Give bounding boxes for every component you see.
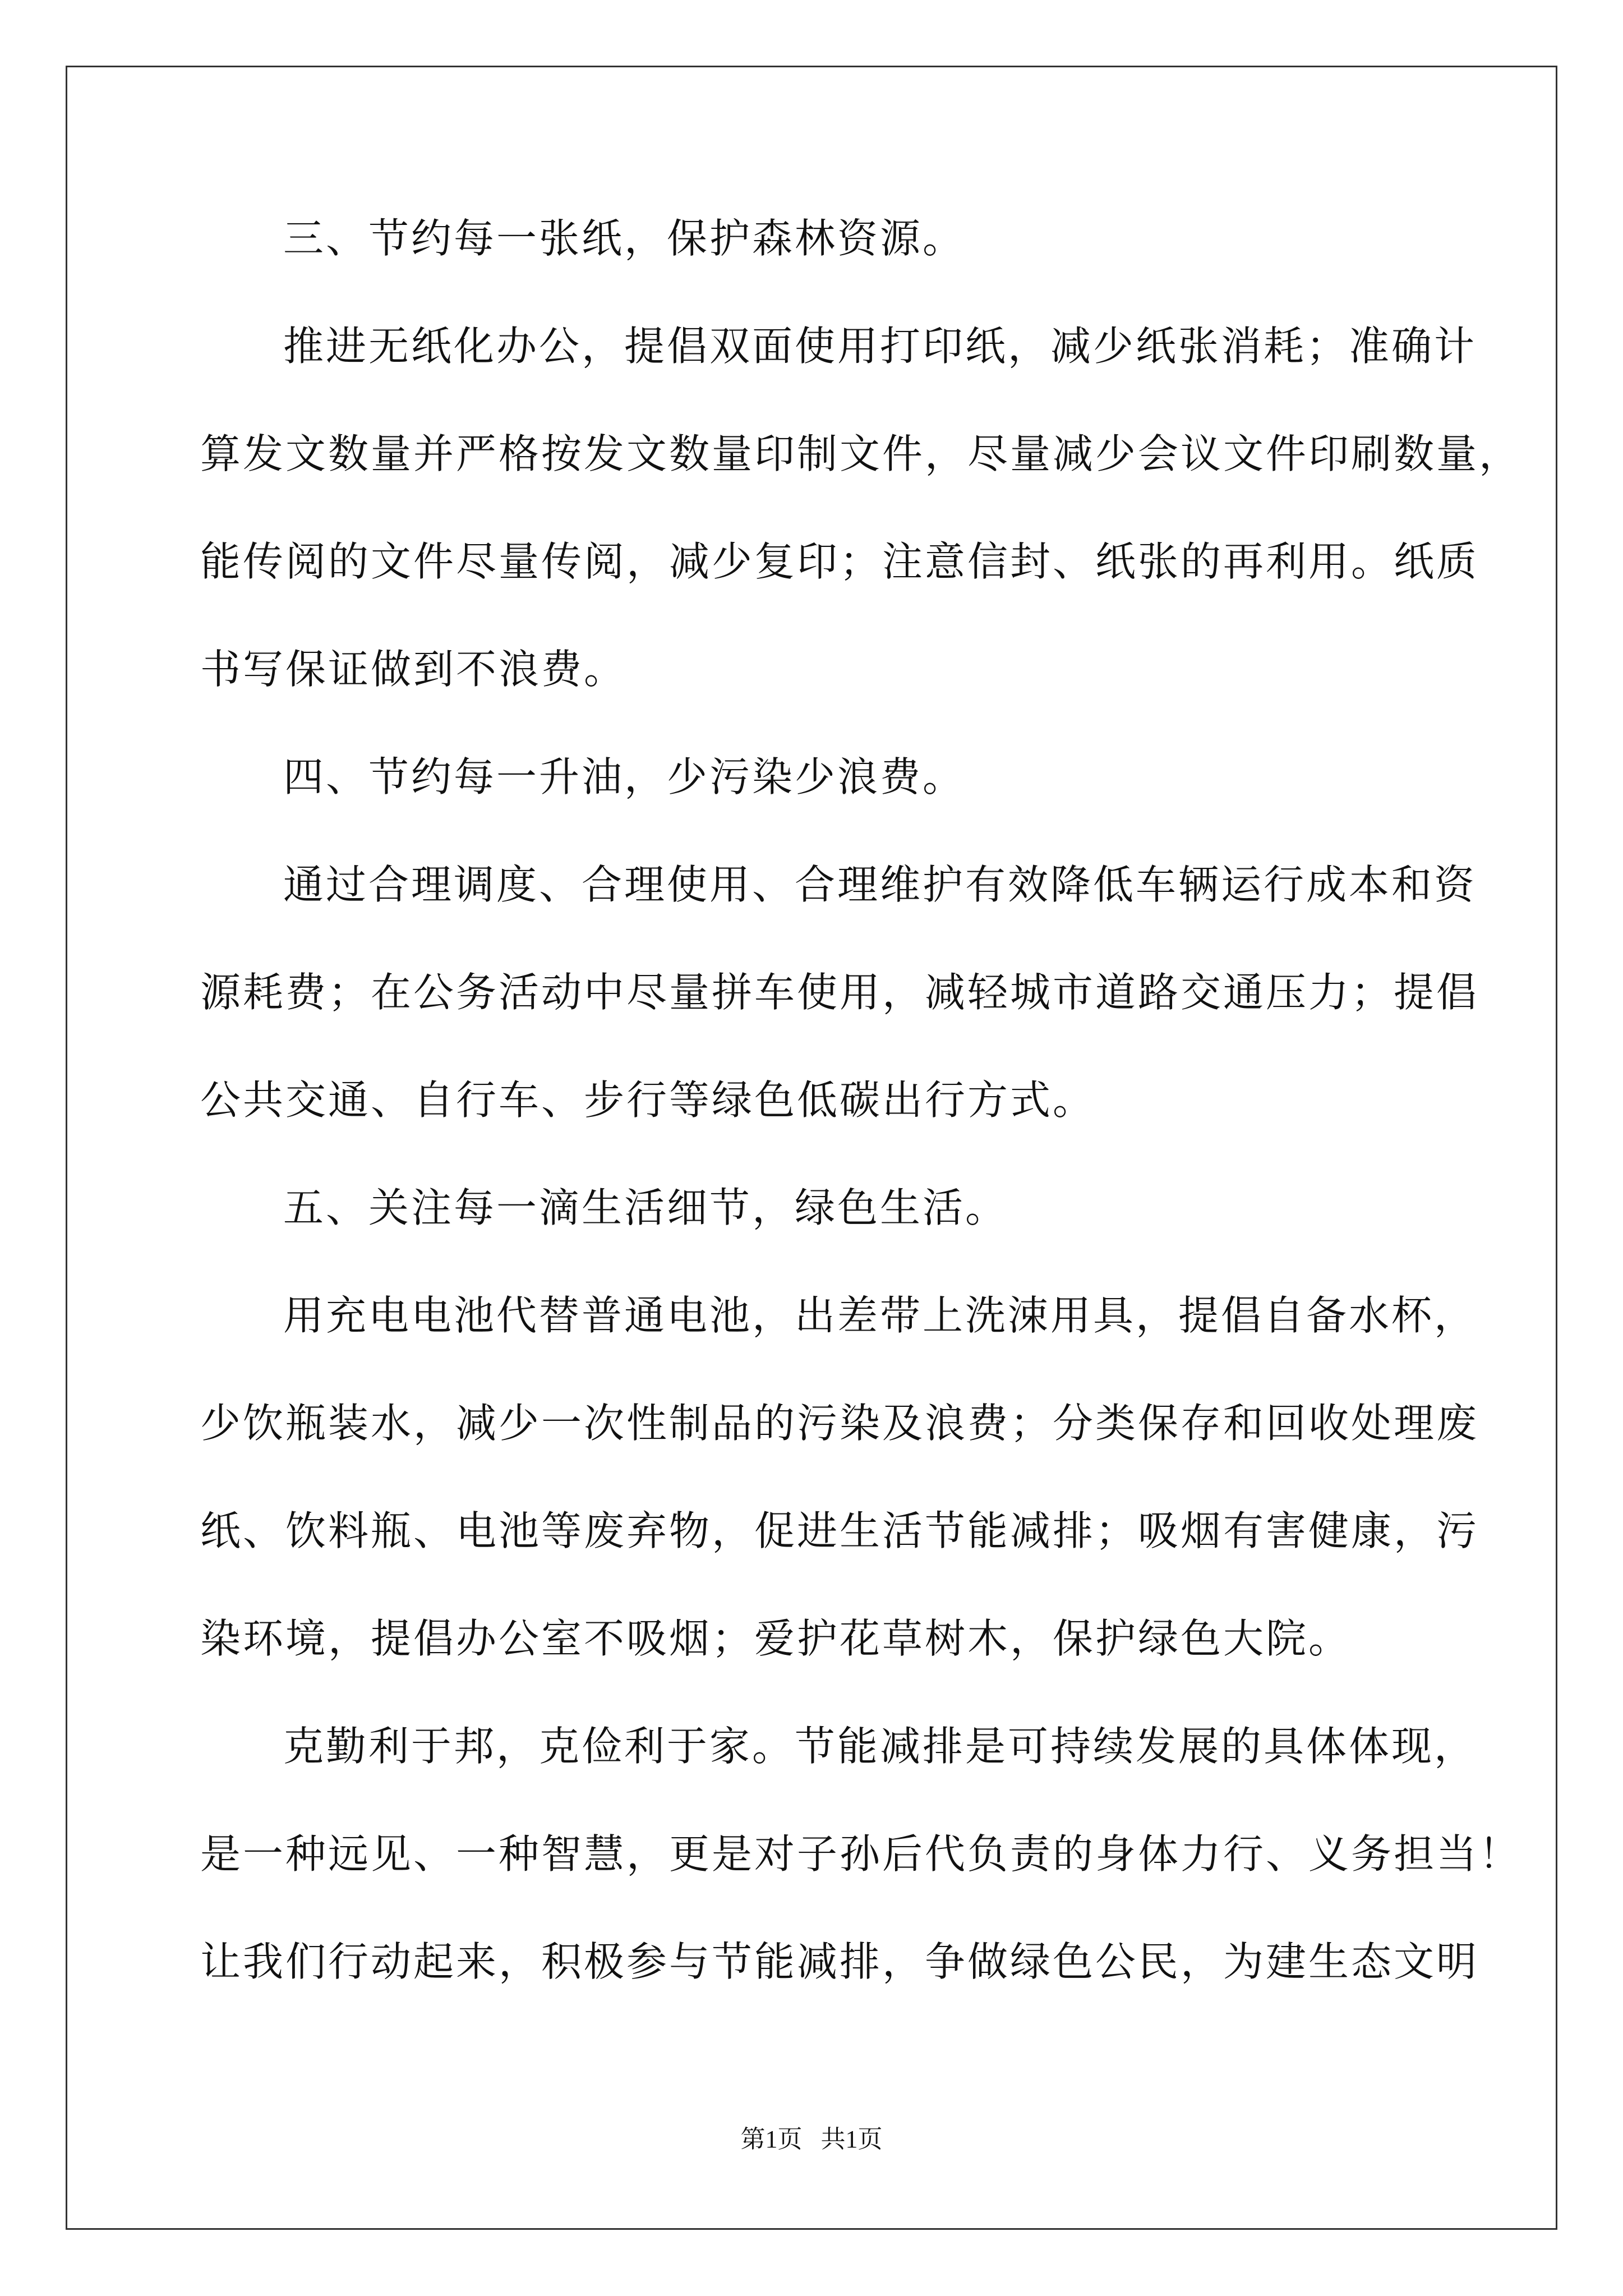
section-heading-life: 五、关注每一滴生活细节，绿色生活。 [283, 1184, 1008, 1231]
page-number-footer: 第1页 共1页 [740, 2125, 883, 2153]
paragraph-line: 书写保证做到不浪费。 [200, 646, 627, 693]
paragraph-line: 能传阅的文件尽量传阅，减少复印；注意信封、纸张的再利用。纸质 [200, 538, 1479, 585]
paragraph-line: 染环境，提倡办公室不吸烟；爱护花草树木，保护绿色大院。 [200, 1615, 1352, 1662]
section-heading-oil: 四、节约每一升油，少污染少浪费。 [283, 753, 966, 800]
paragraph-line: 通过合理调度、合理使用、合理维护有效降低车辆运行成本和资 [283, 861, 1477, 908]
paragraph-line: 推进无纸化办公，提倡双面使用打印纸，减少纸张消耗；准确计 [283, 323, 1477, 370]
paragraph-line: 让我们行动起来，积极参与节能减排，争做绿色公民，为建生态文明 [200, 1938, 1479, 1985]
document-body [200, 213, 1522, 2044]
paragraph-line: 是一种远见、一种智慧，更是对子孙后代负责的身体力行、义务担当！ [200, 1830, 1522, 1878]
paragraph-line: 纸、饮料瓶、电池等废弃物，促进生活节能减排；吸烟有害健康，污 [200, 1507, 1479, 1554]
paragraph-line: 算发文数量并严格按发文数量印制文件，尽量减少会议文件印刷数量， [200, 430, 1522, 477]
section-heading-paper: 三、节约每一张纸，保护森林资源。 [283, 215, 966, 262]
paragraph-line: 源耗费；在公务活动中尽量拼车使用，减轻城市道路交通压力；提倡 [200, 969, 1479, 1016]
paragraph-line: 少饮瓶装水，减少一次性制品的污染及浪费；分类保存和回收处理废 [200, 1400, 1479, 1447]
paragraph-line: 公共交通、自行车、步行等绿色低碳出行方式。 [200, 1076, 1096, 1124]
paragraph-line: 克勤利于邦，克俭利于家。节能减排是可持续发展的具体体现， [283, 1723, 1477, 1770]
paragraph-line: 用充电电池代替普通电池，出差带上洗涑用具，提倡自备水杯， [283, 1292, 1477, 1339]
